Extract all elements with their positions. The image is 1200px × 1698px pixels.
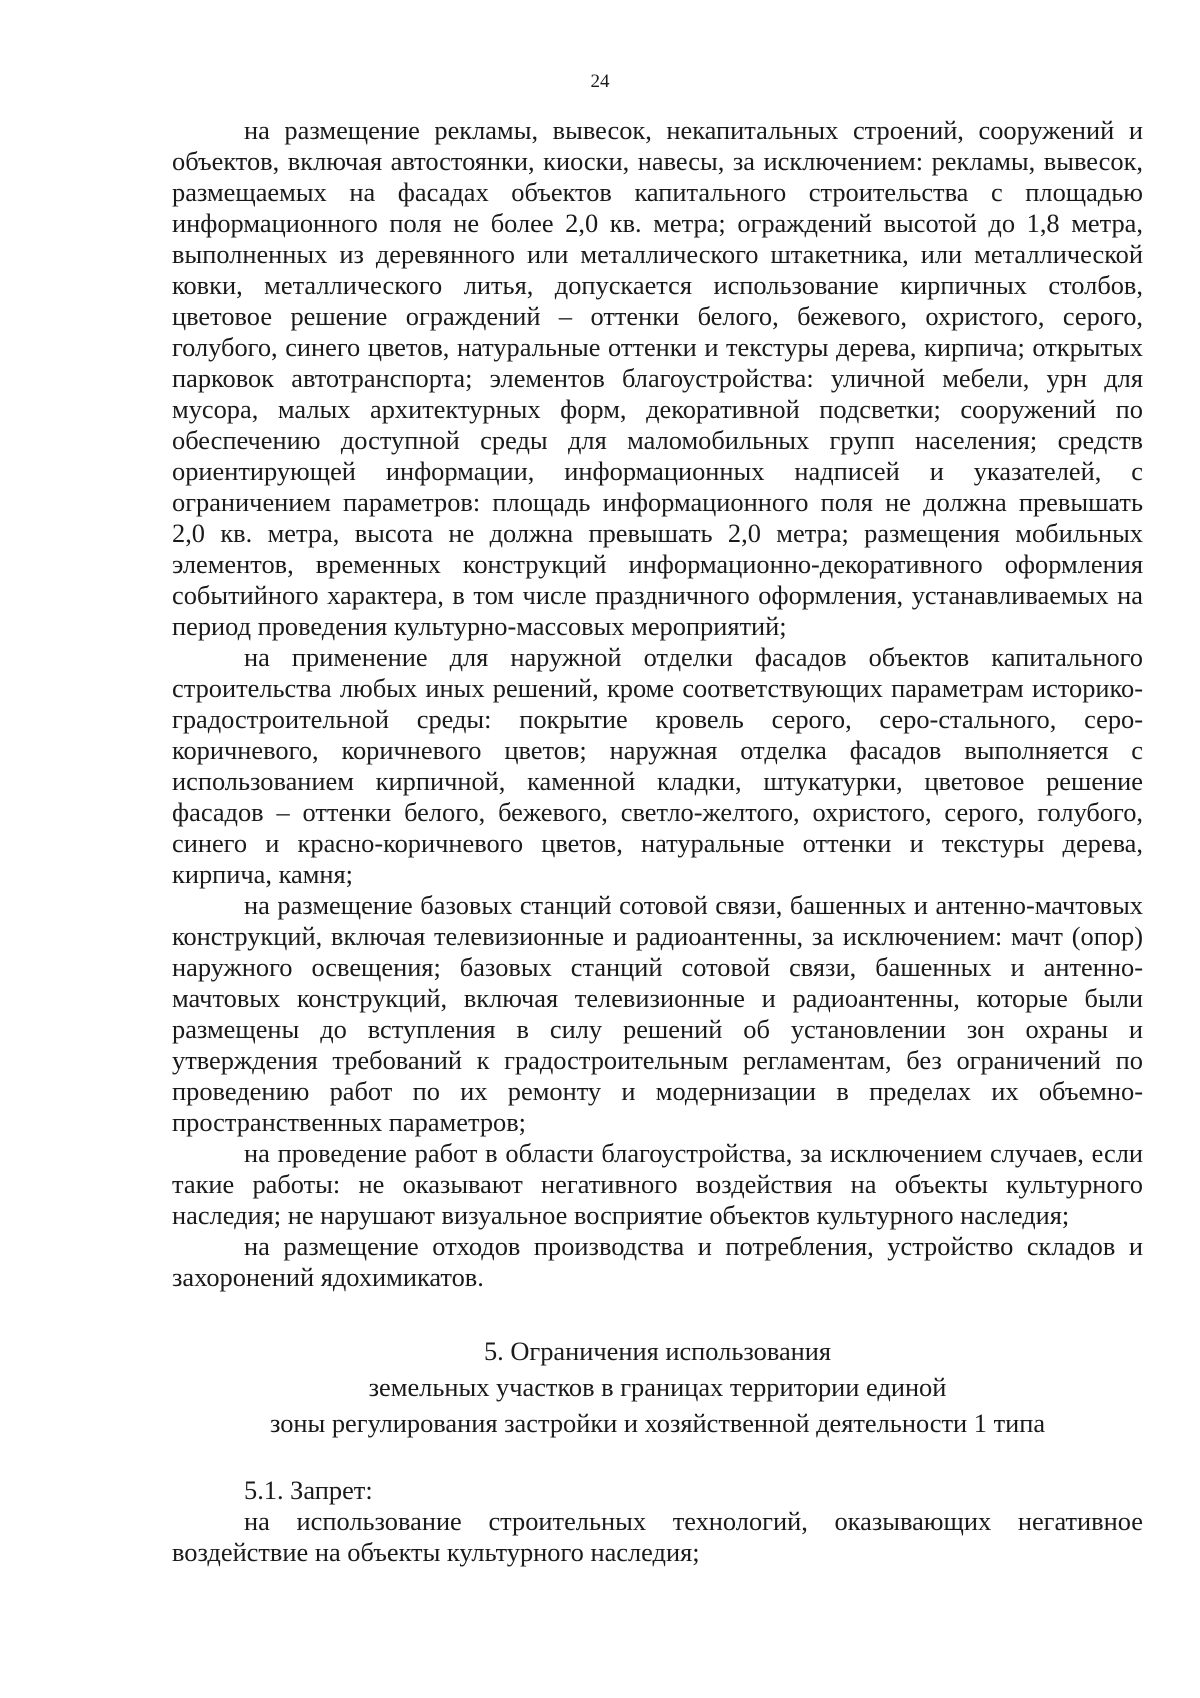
paragraph-base-stations: на размещение базовых станций сотовой связи, башенных и антенно-мачтовых конструкций, включая телевизионные и радиоантенны, за исключением: мачт (опор) наружного освещения; базовых станций сотовой связи, башенных и антенно-мачтовых конструкций, включая телевизионные и радиоантенны, которые были размещены до вступления в силу решений об установлении зон охраны и утверждения требований к градостроительным регламентам, без ограничений по проведению работ по их ремонту и модернизации в пределах их объемно-пространственных параметров;: [172, 890, 1143, 1137]
subsection-title: 5.1. Запрет:: [244, 1475, 373, 1505]
document-body: [172, 115, 1143, 1568]
paragraph-landscaping: на проведение работ в области благоустройства, за исключением случаев, если такие работы: не оказывают негативного воздействия на объекты культурного наследия; не нарушают визуальное восприятие объектов культурного наследия;: [172, 1138, 1143, 1230]
page-number: 24: [590, 71, 610, 92]
section-heading-line-1: 5. Ограничения использования: [483, 1336, 832, 1366]
section-heading-line-2: земельных участков в границах территории единой: [368, 1372, 947, 1402]
paragraph-construction-technologies: на использование строительных технологий, оказывающих негативное воздействие на объекты культурного наследия;: [172, 1506, 1143, 1567]
paragraph-waste-disposal: на размещение отходов производства и потребления, устройство складов и захоронений ядохимикатов.: [172, 1231, 1143, 1292]
paragraph-advertising-ban: на размещение рекламы, вывесок, некапитальных строений, сооружений и объектов, включая автостоянки, киоски, навесы, за исключением: рекламы, вывесок, размещаемых на фасадах объектов капитального строительства с площадью информационного поля не более 2,0 кв. метра; ограждений высотой до 1,8 метра, выполненных из деревянного или металлического штакетника, или металлической ковки, металлического литья, допускается использование кирпичных столбов, цветовое решение ограждений – оттенки белого, бежевого, охристого, серого, голубого, синего цветов, натуральные оттенки и текстуры дерева, кирпича; открытых парковок автотранспорта; элементов благоустройства: уличной мебели, урн для мусора, малых архитектурных форм, декоративной подсветки; сооружений по обеспечению доступной среды для маломобильных групп населения; средств ориентирующей информации, информационных надписей и указателей, с ограничением параметров: площадь информационного поля не должна превышать 2,0 кв. метра, высота не должна превышать 2,0 метра; размещения мобильных элементов, временных конструкций информационно-декоративного оформления событийного характера, в том числе праздничного оформления, устанавливаемых на период проведения культурно-массовых мероприятий;: [172, 115, 1143, 641]
paragraph-facade-finishing: на применение для наружной отделки фасадов объектов капитального строительства любых иных решений, кроме соответствующих параметрам историко-градостроительной среды: покрытие кровель серого, серо-стального, серо-коричневого, коричневого цветов; наружная отделка фасадов выполняется с использованием кирпичной, каменной кладки, штукатурки, цветовое решение фасадов – оттенки белого, бежевого, светло-желтого, охристого, серого, голубого, синего и красно-коричневого цветов, натуральные оттенки и текстуры дерева, кирпича, камня;: [172, 642, 1143, 889]
section-heading-line-3: зоны регулирования застройки и хозяйственной деятельности 1 типа: [269, 1408, 1046, 1438]
section-heading: [172, 1333, 1143, 1441]
